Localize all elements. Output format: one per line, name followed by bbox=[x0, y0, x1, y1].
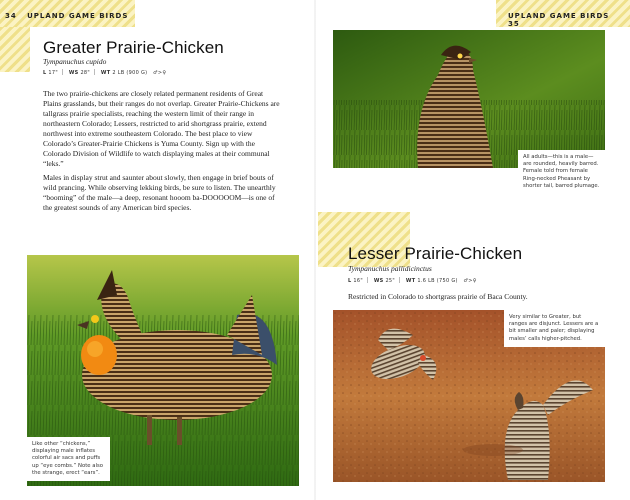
weight-value: 1.6 LB (750 G) bbox=[417, 278, 458, 284]
wingspan-label: WS bbox=[68, 70, 79, 76]
folio-number: 35 bbox=[508, 20, 520, 28]
running-head-text: UPLAND GAME BIRDS bbox=[27, 12, 129, 20]
prairie-chicken-portrait-photo bbox=[333, 30, 605, 168]
weight-label: WT bbox=[405, 278, 416, 284]
bottom-photo-caption: Very similar to Greater, but ranges are disjunct. Lessers are a bit smaller and paler; displaying males’ calls higher-pitched. bbox=[504, 310, 605, 347]
photo-caption: Like other “chickens,” displaying male inflates colorful air sacs and puffs up “eye combs.” Note also the strange, erect “ears”. bbox=[27, 437, 110, 481]
top-photo-caption: All adults—this is a male—are rounded, heavily barred. Female told from female Ring-necked Pheasant by shorter tail, barred plumage. bbox=[518, 150, 606, 194]
wingspan-label: WS bbox=[373, 278, 384, 284]
sex-size-symbols: ♂>♀ bbox=[153, 70, 167, 76]
wingspan-value: 28" bbox=[80, 70, 91, 76]
weight-value: 2 LB (900 G) bbox=[112, 70, 148, 76]
weight-label: WT bbox=[100, 70, 111, 76]
wingspan-value: 25" bbox=[385, 278, 396, 284]
sex-size-symbols: ♂>♀ bbox=[463, 278, 477, 284]
length-value: 17" bbox=[48, 70, 58, 76]
running-head-text: UPLAND GAME BIRDS bbox=[508, 12, 610, 20]
running-head-right bbox=[508, 12, 630, 28]
species-stats bbox=[348, 277, 477, 284]
folio-number: 34 bbox=[5, 12, 17, 20]
scientific-name: Tympanuchus pallidicinctus bbox=[348, 264, 432, 273]
running-head-left bbox=[5, 12, 128, 20]
species-description: Restricted in Colorado to shortgrass prairie of Baca County. bbox=[348, 292, 528, 301]
right-page bbox=[316, 0, 630, 500]
species-stats bbox=[43, 69, 166, 76]
length-label: L bbox=[43, 70, 47, 76]
species-description bbox=[43, 89, 283, 217]
species-title: Lesser Prairie-Chicken bbox=[348, 244, 523, 263]
length-value: 16" bbox=[353, 278, 363, 284]
left-page bbox=[0, 0, 314, 500]
length-label: L bbox=[348, 278, 352, 284]
scientific-name: Tympanuchus cupido bbox=[43, 57, 107, 66]
description-paragraph: Males in display strut and saunter about slowly, then engage in brief bouts of wild prancing. While observing lekking birds, be sure to listen. The unearthly “booming” of the male—a deep, resonant hooom ba-DOOOOOM—is one of the greatest sounds of any American bird species. bbox=[43, 173, 276, 212]
title-stripe-left bbox=[0, 27, 30, 72]
description-paragraph: The two prairie-chickens are closely related permanent residents of Great Plains grasslands, but their ranges do not overlap. Greater Prairie-Chickens are tallgrass prairie specialists, reaching the western limit of their range in northeastern Colorado; Lessers, restricted to arid shortgrass prairie, extend northwest into extreme southeastern Colorado. The best place to view Colorado’s Greater-Prairie Chickens is Yuma County. Sign up with the Colorado Division of Wildlife to watch displaying males at their communal “leks.” bbox=[43, 89, 280, 168]
species-title: Greater Prairie-Chicken bbox=[43, 38, 224, 57]
